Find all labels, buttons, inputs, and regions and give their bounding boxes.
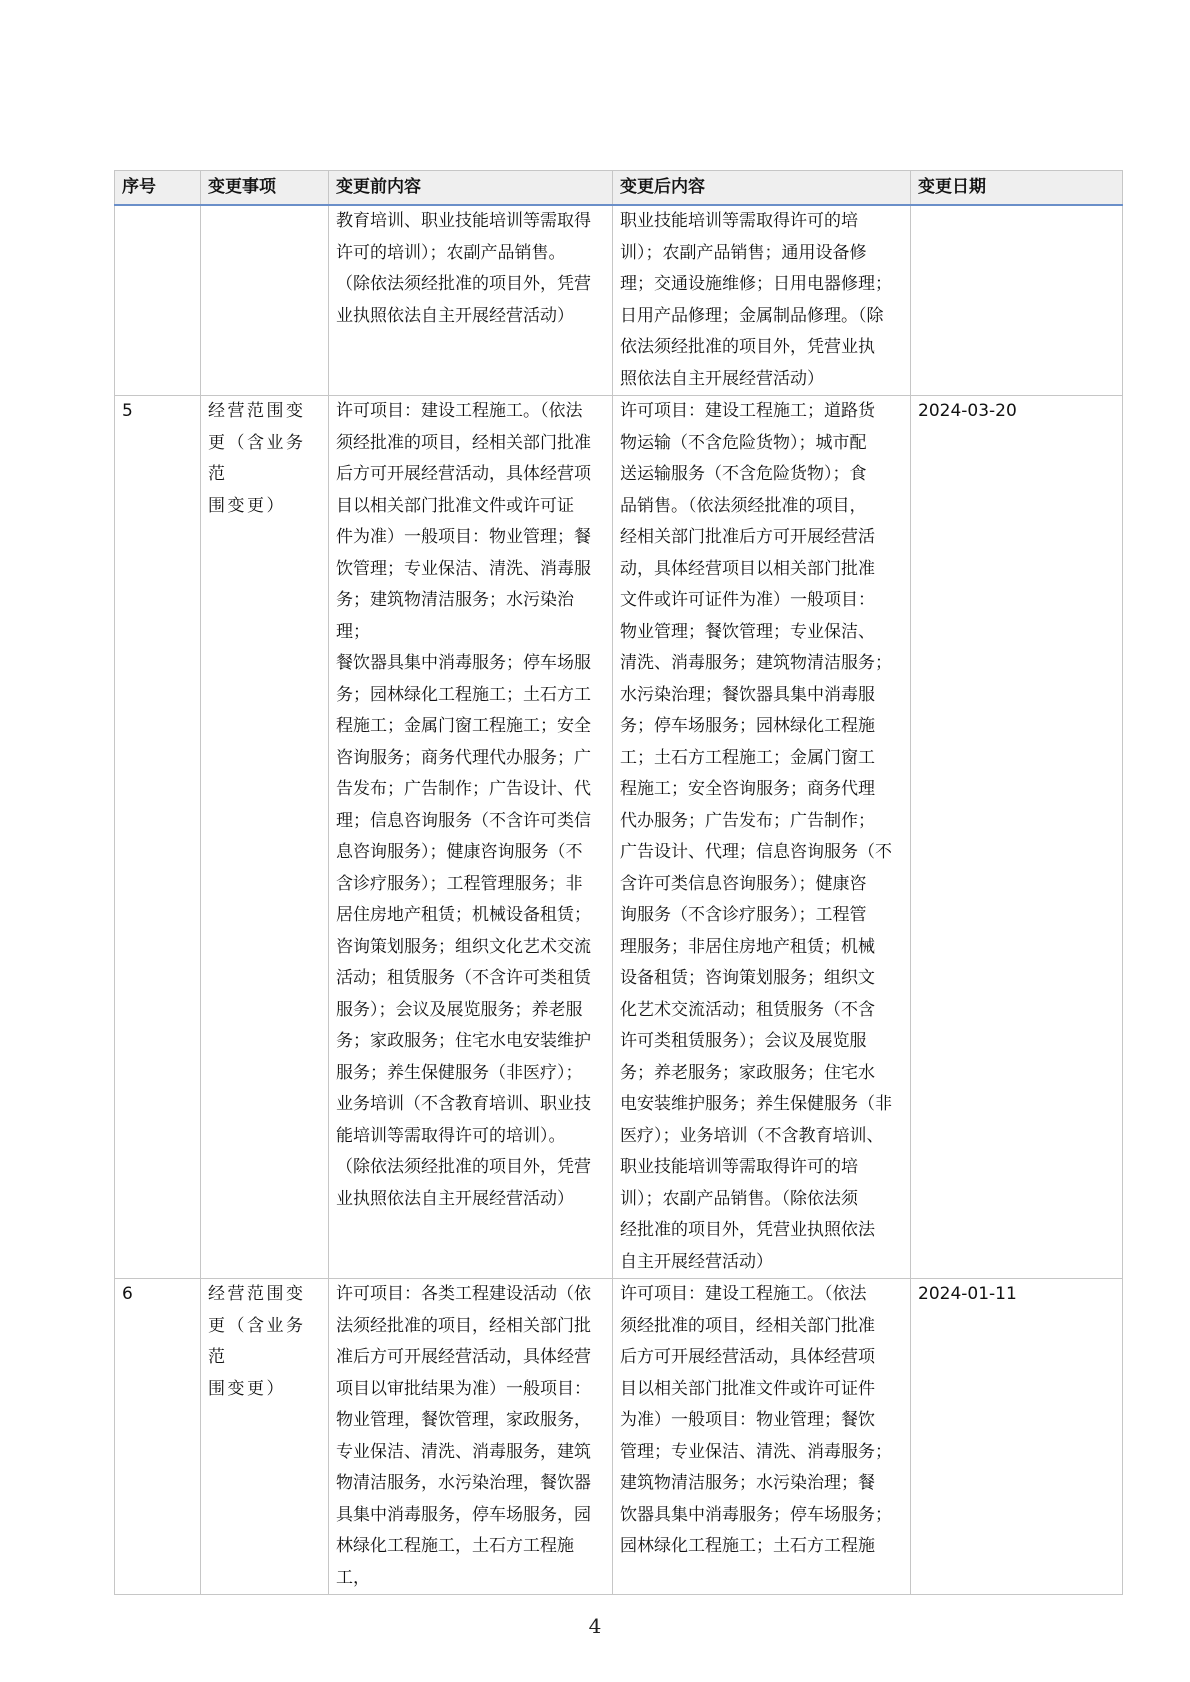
cell-content-before: 许可项目：各类工程建设活动（依 法须经批准的项目，经相关部门批 准后方可开展经营活动，具体经营 项目以审批结果为准）一般项目： 物业管理，餐饮管理，家政服务， 专业保洁、清洗、消毒服务，建筑 物清洁服务，水污染治理，餐饮器 具集中消毒服务，停车场服务，园 林绿化工程施工，土石方工程施工， xyxy=(329,1279,613,1595)
cell-content-after: 许可项目：建设工程施工。（依法 须经批准的项目，经相关部门批准 后方可开展经营活动，具体经营项 目以相关部门批准文件或许可证件 为准）一般项目：物业管理；餐饮 管理；专业保洁、清洗、消毒服务； 建筑物清洁服务；水污染治理；餐 饮器具集中消毒服务；停车场服务； 园林绿化工程施工；土石方工程施 xyxy=(613,1279,911,1595)
table-header-row xyxy=(115,171,1123,206)
cell-content-after: 许可项目：建设工程施工；道路货 物运输（不含危险货物）；城市配 送运输服务（不含危险货物）；食 品销售。（依法须经批准的项目， 经相关部门批准后方可开展经营活 动，具体经营项目以相关部门批准 文件或许可证件为准）一般项目： 物业管理；餐饮管理；专业保洁、 清洗、消毒服务；建筑物清洁服务； 水污染治理；餐饮器具集中消毒服 务；停车场服务；园林绿化工程施 工；土石方工程施工；金属门窗工 程施工；安全咨询服务；商务代理 代办服务；广告发布；广告制作； 广告设计、代理；信息咨询服务（不 含许可类信息咨询服务）；健康咨 询服务（不含诊疗服务）；工程管 理服务；非居住房地产租赁；机械 设备租赁；咨询策划服务；组织文 化艺术交流活动；租赁服务（不含 许可类租赁服务）；会议及展览服 务；养老服务；家政服务；住宅水 电安装维护服务；养生保健服务（非 医疗）；业务培训（不含教育培训、 职业技能培训等需取得许可的培 训）；农副产品销售。（除依法须 经批准的项目外，凭营业执照依法 自主开展经营活动） xyxy=(613,396,911,1279)
change-record-table xyxy=(114,170,1123,1595)
cell-content-before: 教育培训、职业技能培训等需取得 许可的培训）；农副产品销售。 （除依法须经批准的项目外，凭营 业执照依法自主开展经营活动） xyxy=(329,205,613,396)
cell-change-date: 2024-03-20 xyxy=(911,396,1123,1279)
header-content-before: 变更前内容 xyxy=(329,171,613,206)
header-index: 序号 xyxy=(115,171,201,206)
cell-change-date: 2024-01-11 xyxy=(911,1279,1123,1595)
cell-change-item xyxy=(201,205,329,396)
cell-content-after: 职业技能培训等需取得许可的培 训）；农副产品销售；通用设备修 理；交通设施维修；日用电器修理； 日用产品修理；金属制品修理。（除 依法须经批准的项目外，凭营业执 照依法自主开展经营活动） xyxy=(613,205,911,396)
table-row xyxy=(115,396,1123,1279)
header-change-date: 变更日期 xyxy=(911,171,1123,206)
cell-content-before: 许可项目：建设工程施工。（依法 须经批准的项目，经相关部门批准 后方可开展经营活动，具体经营项 目以相关部门批准文件或许可证 件为准）一般项目：物业管理；餐 饮管理；专业保洁、清洗、消毒服 务；建筑物清洁服务；水污染治理； 餐饮器具集中消毒服务；停车场服 务；园林绿化工程施工；土石方工 程施工；金属门窗工程施工；安全 咨询服务；商务代理代办服务；广 告发布；广告制作；广告设计、代 理；信息咨询服务（不含许可类信 息咨询服务）；健康咨询服务（不 含诊疗服务）；工程管理服务；非 居住房地产租赁；机械设备租赁； 咨询策划服务；组织文化艺术交流 活动；租赁服务（不含许可类租赁 服务）；会议及展览服务；养老服 务；家政服务；住宅水电安装维护 服务；养生保健服务（非医疗）； 业务培训（不含教育培训、职业技 能培训等需取得许可的培训）。 （除依法须经批准的项目外，凭营 业执照依法自主开展经营活动） xyxy=(329,396,613,1279)
table-row xyxy=(115,1279,1123,1595)
cell-change-date xyxy=(911,205,1123,396)
header-change-item: 变更事项 xyxy=(201,171,329,206)
cell-index xyxy=(115,205,201,396)
cell-index: 6 xyxy=(115,1279,201,1595)
table-row xyxy=(115,205,1123,396)
header-content-after: 变更后内容 xyxy=(613,171,911,206)
cell-change-item: 经营范围变 更（含业务范 围变更） xyxy=(201,1279,329,1595)
page-number: 4 xyxy=(588,1614,602,1638)
cell-change-item: 经营范围变 更（含业务范 围变更） xyxy=(201,396,329,1279)
cell-index: 5 xyxy=(115,396,201,1279)
